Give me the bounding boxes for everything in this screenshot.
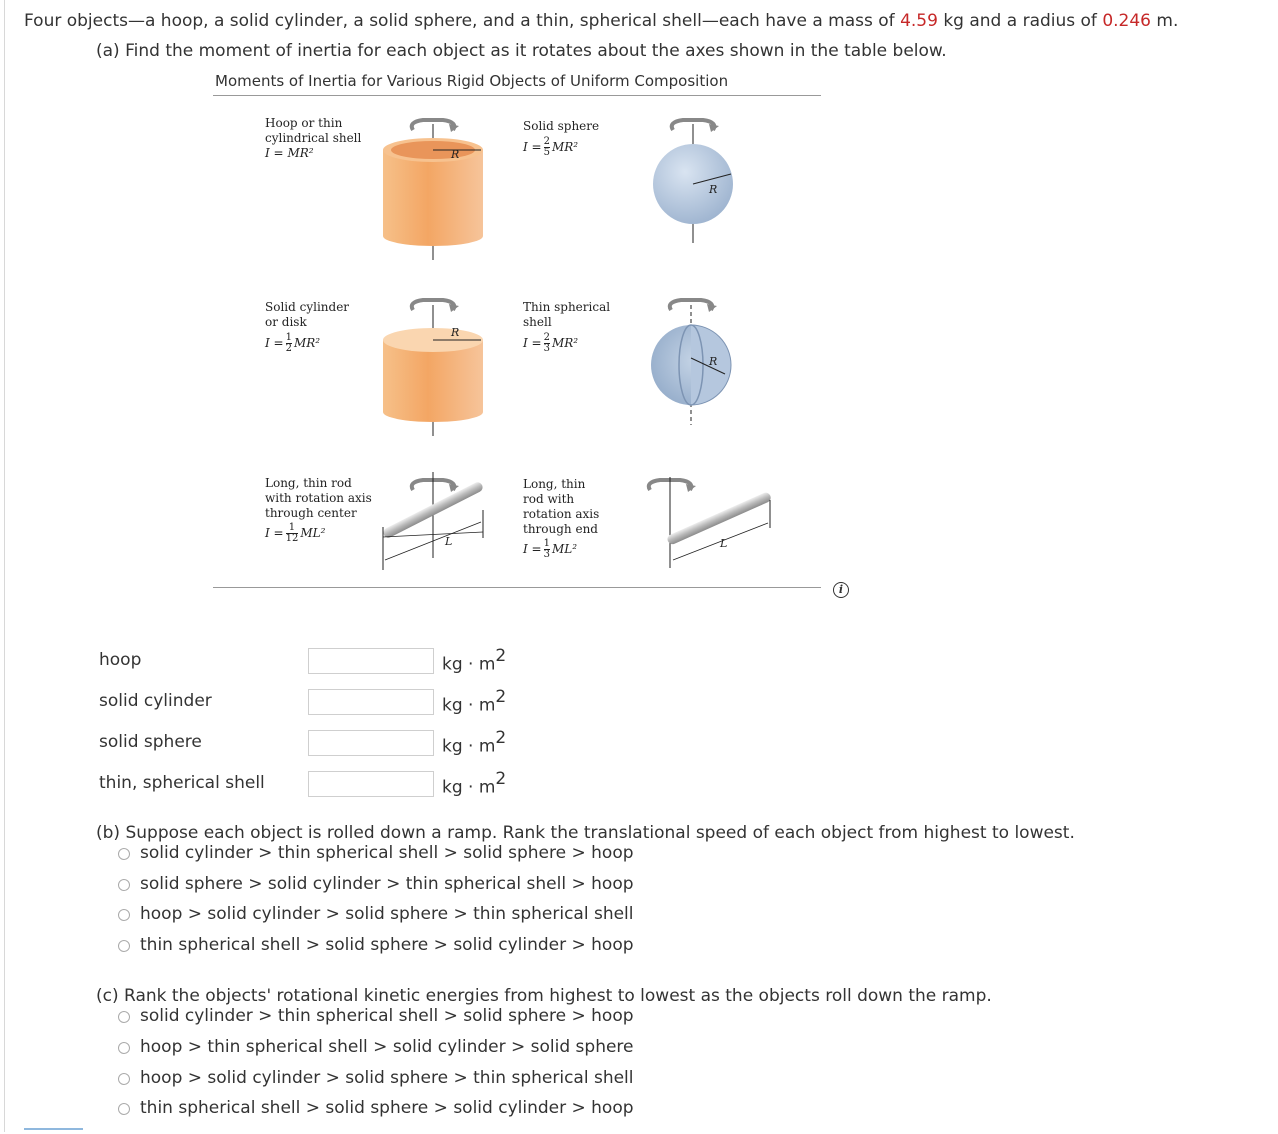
caption-rod-end: Long, thin rod with rotation axis through end I = $\frac{1}{3}$ ML² — [523, 477, 600, 560]
part-c-prompt: (c) Rank the objects' rotational kinetic energies from highest to lowest as the objects roll down the ramp. — [96, 986, 992, 1006]
radio-button[interactable] — [118, 1073, 130, 1085]
radio-button[interactable] — [118, 940, 130, 952]
part-b-option[interactable]: solid cylinder > thin spherical shell > solid sphere > hoop — [118, 843, 634, 863]
submit-button-edge[interactable] — [24, 1128, 83, 1134]
solid-cylinder-diagram — [383, 300, 483, 436]
caption-rod-center: Long, thin rod with rotation axis through center I = $\frac{1}{12}$ ML² — [265, 476, 372, 544]
caption-hoop: Hoop or thin cylindrical shell I = MR² — [265, 116, 362, 160]
answer-label-hoop: hoop — [99, 650, 142, 670]
table-title: Moments of Inertia for Various Rigid Objects of Uniform Composition — [215, 72, 729, 90]
mass-value: 4.59 — [900, 11, 938, 31]
caption-solid-sphere: Solid sphere I = $\frac{2}{5}$ MR² — [523, 119, 600, 158]
radio-button[interactable] — [118, 1011, 130, 1023]
part-c-option[interactable]: hoop > thin spherical shell > solid cylinder > solid sphere — [118, 1037, 634, 1057]
part-b-option[interactable]: hoop > solid cylinder > solid sphere > thin spherical shell — [118, 904, 634, 924]
part-a-prompt: (a) Find the moment of inertia for each object as it rotates about the axes shown in the table below. — [96, 41, 947, 61]
part-c-option[interactable]: solid cylinder > thin spherical shell > solid sphere > hoop — [118, 1006, 634, 1026]
thin-shell-answer-input[interactable] — [308, 771, 434, 797]
radio-button[interactable] — [118, 848, 130, 860]
answer-label-solid-cylinder: solid cylinder — [99, 691, 212, 711]
rod-center-length-label: L — [445, 535, 453, 548]
caption-thin-spherical-shell: Thin spherical shell I = $\frac{2}{3}$ MR² — [523, 300, 611, 354]
sphere-radius-label: R — [709, 183, 718, 196]
radio-button[interactable] — [118, 1042, 130, 1054]
radio-button[interactable] — [118, 909, 130, 921]
solid-sphere-answer-input[interactable] — [308, 730, 434, 756]
table-bottom-rule — [213, 587, 821, 588]
table-top-rule — [213, 95, 821, 96]
rod-center-diagram — [382, 472, 485, 570]
part-c-option[interactable]: thin spherical shell > solid sphere > solid cylinder > hoop — [118, 1098, 634, 1118]
radius-value: 0.246 — [1102, 11, 1151, 31]
part-b-prompt: (b) Suppose each object is rolled down a ramp. Rank the translational speed of each object from highest to lowest. — [96, 823, 1075, 843]
caption-solid-cylinder: Solid cylinder or disk I = $\frac{1}{2}$ MR² — [265, 300, 350, 354]
cylinder-radius-label: R — [451, 326, 460, 339]
hoop-radius-label: R — [451, 148, 460, 161]
shell-radius-label: R — [709, 355, 718, 368]
answer-label-thin-shell: thin, spherical shell — [99, 773, 265, 793]
solid-cylinder-answer-input[interactable] — [308, 689, 434, 715]
info-icon[interactable]: i — [833, 582, 849, 598]
hoop-answer-input[interactable] — [308, 648, 434, 674]
left-border — [4, 0, 5, 1132]
radio-button[interactable] — [118, 879, 130, 891]
rod-end-diagram — [649, 477, 773, 568]
rod-end-length-label: L — [720, 537, 728, 550]
part-b-option[interactable]: thin spherical shell > solid sphere > solid cylinder > hoop — [118, 935, 634, 955]
unit-thin-shell: kg · $m^2$ — [442, 769, 507, 798]
radio-button[interactable] — [118, 1103, 130, 1115]
unit-solid-cylinder: kg · $m^2$ — [442, 687, 507, 716]
unit-solid-sphere: kg · $m^2$ — [442, 728, 507, 757]
inertia-diagrams — [213, 100, 821, 587]
thin-shell-diagram — [651, 300, 731, 425]
hoop-diagram — [383, 120, 483, 260]
inertia-table-figure — [213, 100, 821, 587]
answer-label-solid-sphere: solid sphere — [99, 732, 202, 752]
part-c-option[interactable]: hoop > solid cylinder > solid sphere > thin spherical shell — [118, 1068, 634, 1088]
problem-statement: Four objects—a hoop, a solid cylinder, a solid sphere, and a thin, spherical shell—each have a mass of 4.59 kg and a radius of 0.246 m. — [24, 11, 1179, 31]
unit-hoop: kg · $m^2$ — [442, 646, 507, 675]
solid-sphere-diagram — [653, 120, 733, 243]
part-b-option[interactable]: solid sphere > solid cylinder > thin spherical shell > hoop — [118, 874, 634, 894]
